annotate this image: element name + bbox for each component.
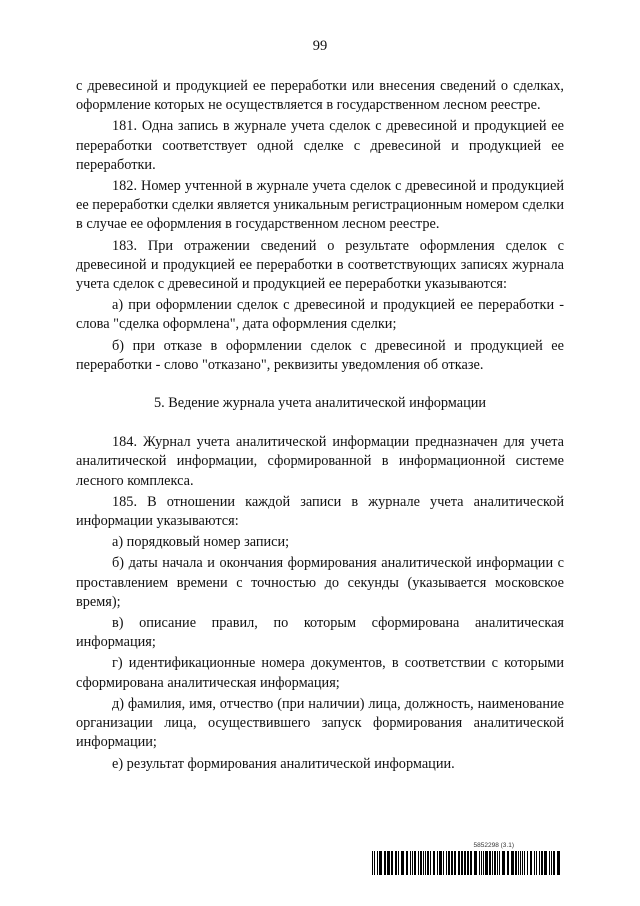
paragraph-p181: 181. Одна запись в журнале учета сделок с древесиной и продукцией ее переработки соответствует одной сделке с древесиной и продукцией ее переработки. [76, 118, 564, 173]
page-number: 99 [312, 38, 328, 54]
section-heading: 5. Ведение журнала учета аналитической информации [153, 395, 487, 412]
barcode-image [372, 851, 560, 875]
barcode-code: 5852298 (3.1) [473, 842, 514, 849]
paragraph-group-top [76, 77, 564, 375]
paragraph-p185c: в) описание правил, по которым сформирована аналитическая информация; [76, 615, 564, 651]
paragraph-p185d: г) идентификационные номера документов, в соответствии с которыми сформирована аналитическая информация; [76, 655, 564, 691]
paragraph-p183a: а) при оформлении сделок с древесиной и продукцией ее переработки - слова "сделка оформлена", дата оформления сделки; [76, 297, 564, 333]
paragraph-p185e: д) фамилия, имя, отчество (при наличии) лица, должность, наименование организации лица, осуществившего запуск формирования аналитической информации; [76, 695, 564, 751]
paragraph-p185f: е) результат формирования аналитической информации. [112, 755, 455, 772]
paragraph-p183: 183. При отражении сведений о результате оформления сделок с древесиной и продукцией ее переработки в соответствующих записях журнала учета сделок с древесиной и продукцией ее переработки указываются: [76, 237, 564, 293]
paragraph-p185b: б) даты начала и окончания формирования аналитической информации с проставлением времени с точностью до секунды (указывается московское время); [76, 555, 564, 610]
paragraph-p183b: б) при отказе в оформлении сделок с древесиной и продукцией ее переработки - слово "отказано", реквизиты уведомления об отказе. [76, 337, 564, 373]
barcode-block [372, 842, 560, 875]
paragraph-p185a: а) порядковый номер записи; [112, 534, 290, 551]
paragraph-p0: с древесиной и продукцией ее переработки или внесения сведений о сделках, оформление которых не осуществляется в государственном лесном реестре. [76, 78, 564, 114]
paragraph-p184: 184. Журнал учета аналитической информации предназначен для учета аналитической информации, сформированной в информационной системе лесного комплекса. [76, 434, 564, 489]
paragraph-p185: 185. В отношении каждой записи в журнале учета аналитической информации указываются: [76, 493, 564, 530]
paragraph-p182: 182. Номер учтенной в журнале учета сделок с древесиной и продукцией ее переработки сделки является уникальным регистрационным номером сделки в случае ее оформления в государственном лесном реестре. [76, 178, 564, 233]
body-text [76, 77, 564, 776]
paragraph-group-section [76, 433, 564, 773]
